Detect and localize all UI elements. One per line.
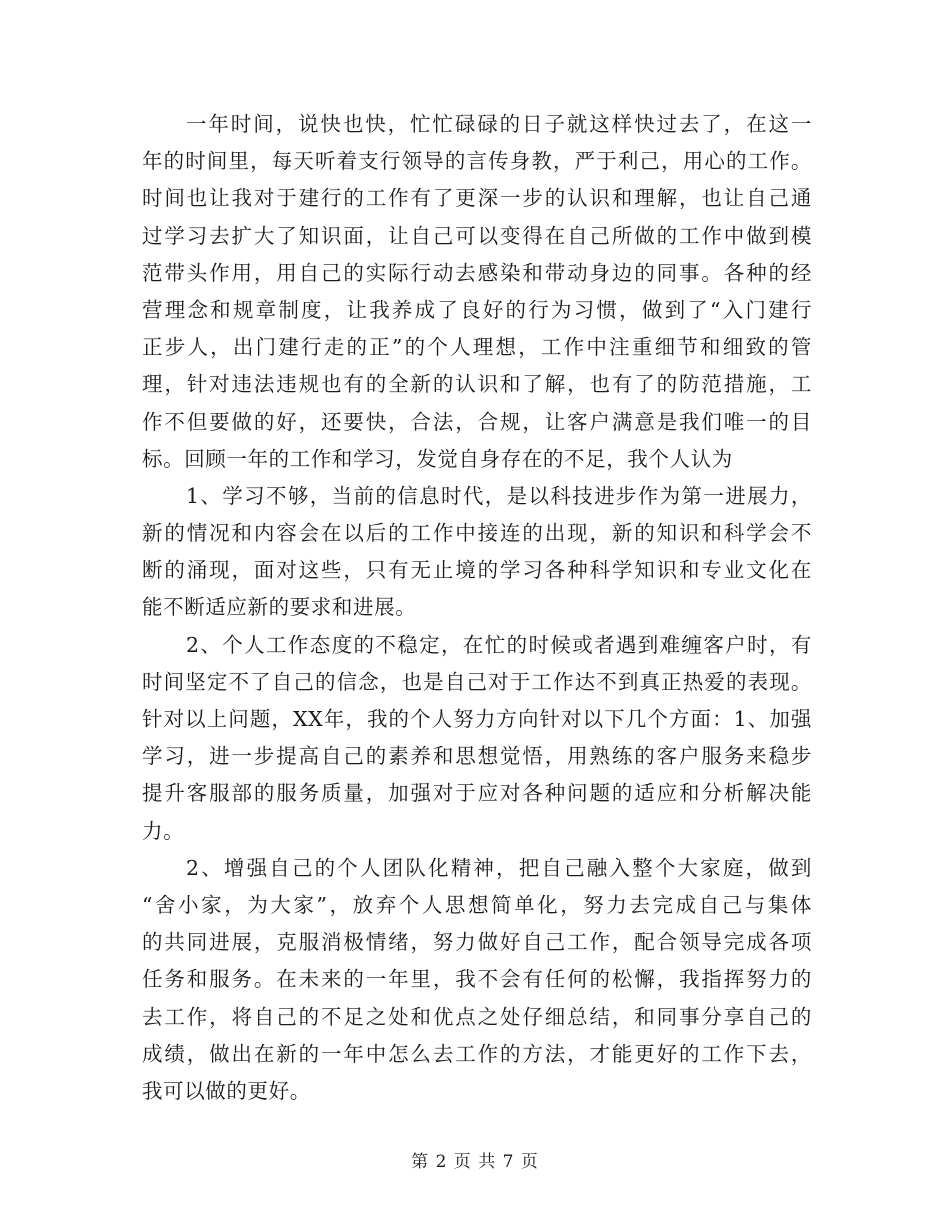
paragraph-2 (142, 478, 812, 627)
paragraph-3 (142, 627, 812, 850)
text-line: 时间坚定不了自己的信念，也是自己对于工作达不到真正热爱的表现。 (142, 669, 812, 694)
text-line: 断的涌现，面对这些，只有无止境的学习各种科学知识和专业文化在 (142, 558, 812, 583)
text-line: 2、增强自己的个人团队化精神，把自己融入整个大家庭，做到 (186, 855, 812, 880)
text-line: 1、学习不够，当前的信息时代，是以科技进步作为第一进展力， (186, 483, 812, 508)
text-line: 时间也让我对于建行的工作有了更深一步的认识和理解，也让自己通 (142, 186, 812, 211)
text-line: 一年时间，说快也快，忙忙碌碌的日子就这样快过去了，在这一 (186, 112, 812, 136)
text-line: 营理念和规章制度，让我养成了良好的行为习惯，做到了“入门建行 (142, 297, 812, 322)
text-line: 我可以做的更好。 (142, 1078, 311, 1103)
text-line: 的共同进展，克服消极情绪，努力做好自己工作，配合领导完成各项 (142, 930, 812, 955)
text-line: 去工作，将自己的不足之处和优点之处仔细总结，和同事分享自己的 (142, 1004, 812, 1029)
text-line: 任务和服务。在未来的一年里，我不会有任何的松懈，我指挥努力的 (142, 967, 812, 992)
text-line: “舍小家，为大家”，放弃个人思想简单化，努力去完成自己与集体 (142, 892, 812, 917)
text-line: 作不但要做的好，还要快，合法，合规，让客户满意是我们唯一的目 (142, 409, 812, 434)
text-line: 力。 (142, 818, 185, 843)
document-body (142, 106, 812, 1110)
text-line: 范带头作用，用自己的实际行动去感染和带动身边的同事。各种的经 (142, 260, 812, 285)
text-line: 提升客服部的服务质量，加强对于应对各种问题的适应和分析解决能 (142, 781, 812, 806)
text-line: 理，针对违法违规也有的全新的认识和了解，也有了的防范措施，工 (142, 372, 812, 397)
text-line: 过学习去扩大了知识面，让自己可以变得在自己所做的工作中做到模 (142, 223, 812, 248)
text-line: 标。回顾一年的工作和学习，发觉自身存在的不足，我个人认为 (142, 446, 733, 471)
paragraph-4 (142, 850, 812, 1110)
text-line: 学习，进一步提高自己的素养和思想觉悟，用熟练的客户服务来稳步 (142, 744, 812, 769)
text-line: 针对以上问题，XX年，我的个人努力方向针对以下几个方面：1、加强 (142, 707, 812, 731)
page-number-footer: 第 2 页 共 7 页 (411, 1152, 539, 1172)
text-line: 新的情况和内容会在以后的工作中接连的出现，新的知识和科学会不 (142, 521, 812, 546)
paragraph-1 (142, 106, 812, 478)
text-line: 成绩，做出在新的一年中怎么去工作的方法，才能更好的工作下去， (142, 1041, 812, 1066)
text-line: 正步人，出门建行走的正”的个人理想，工作中注重细节和细致的管 (142, 335, 812, 360)
text-line: 2、个人工作态度的不稳定，在忙的时候或者遇到难缠客户时，有 (186, 632, 812, 657)
text-line: 能不断适应新的要求和进展。 (142, 595, 417, 620)
text-line: 年的时间里，每天听着支行领导的言传身教，严于利己，用心的工作。 (142, 149, 812, 174)
